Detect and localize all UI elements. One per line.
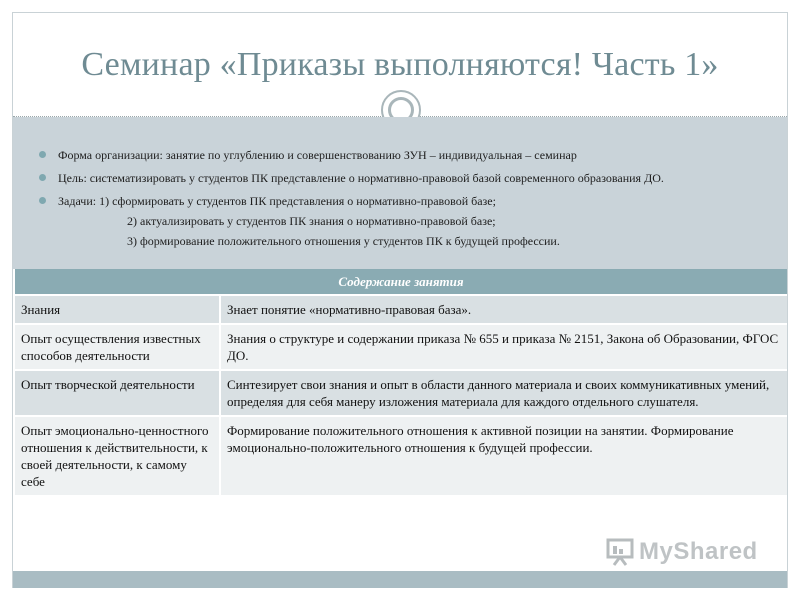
table-header: Содержание занятия xyxy=(15,269,787,295)
watermark xyxy=(605,536,758,568)
row-value: Формирование положительного отношения к активной позиции на занятии. Формирование эмоционально-положительного отношения к будущей профессии. xyxy=(220,416,787,495)
bottom-band xyxy=(13,571,787,588)
table-row xyxy=(15,370,787,416)
content-band xyxy=(13,117,787,269)
row-label: Опыт творческой деятельности xyxy=(15,370,220,416)
bullet-dot-icon xyxy=(39,174,46,181)
row-label: Опыт осуществления известных способов деятельности xyxy=(15,324,220,370)
table-row xyxy=(15,416,787,495)
row-value: Знания о структуре и содержании приказа № 655 и приказа № 2151, Закона об Образовании, ФГОС ДО. xyxy=(220,324,787,370)
slide xyxy=(12,12,788,588)
presentation-board-icon xyxy=(605,537,635,567)
bullet-text: Задачи: 1) сформировать у студентов ПК представления о нормативно-правовой базе; xyxy=(58,194,496,208)
table-row xyxy=(15,324,787,370)
row-value: Синтезирует свои знания и опыт в области данного материала и своих коммуникативных умений, определяя для себя манеру изложения материала для каждого отдельного слушателя. xyxy=(220,370,787,416)
bullet-item-goal xyxy=(39,170,779,186)
table-header-row xyxy=(15,269,787,295)
bullet-text: Форма организации: занятие по углублению и совершенствованию ЗУН – индивидуальная – семинар xyxy=(58,148,577,162)
task-item-3: 3) формирование положительного отношения у студентов ПК к будущей профессии. xyxy=(127,234,560,248)
bullet-dot-icon xyxy=(39,151,46,158)
task-item-2: 2) актуализировать у студентов ПК знания о нормативно-правовой базе; xyxy=(127,214,496,228)
bullet-item-organization xyxy=(39,147,779,163)
row-value: Знает понятие «нормативно-правовая база». xyxy=(220,295,787,324)
table-row xyxy=(15,295,787,324)
bullet-dot-icon xyxy=(39,197,46,204)
watermark-text: MyShared xyxy=(639,538,758,565)
row-label: Знания xyxy=(15,295,220,324)
slide-title: Семинар «Приказы выполняются! Часть 1» xyxy=(81,46,719,83)
content-table-wrap xyxy=(15,269,787,495)
bullet-item-tasks xyxy=(39,193,779,249)
row-label: Опыт эмоционально-ценностного отношения к действительности, к своей деятельности, к самому себе xyxy=(15,416,220,495)
bullet-text: Цель: систематизировать у студентов ПК представление о нормативно-правовой базой современного образования ДО. xyxy=(58,171,664,185)
content-table xyxy=(15,269,787,495)
bullet-list xyxy=(39,147,779,256)
